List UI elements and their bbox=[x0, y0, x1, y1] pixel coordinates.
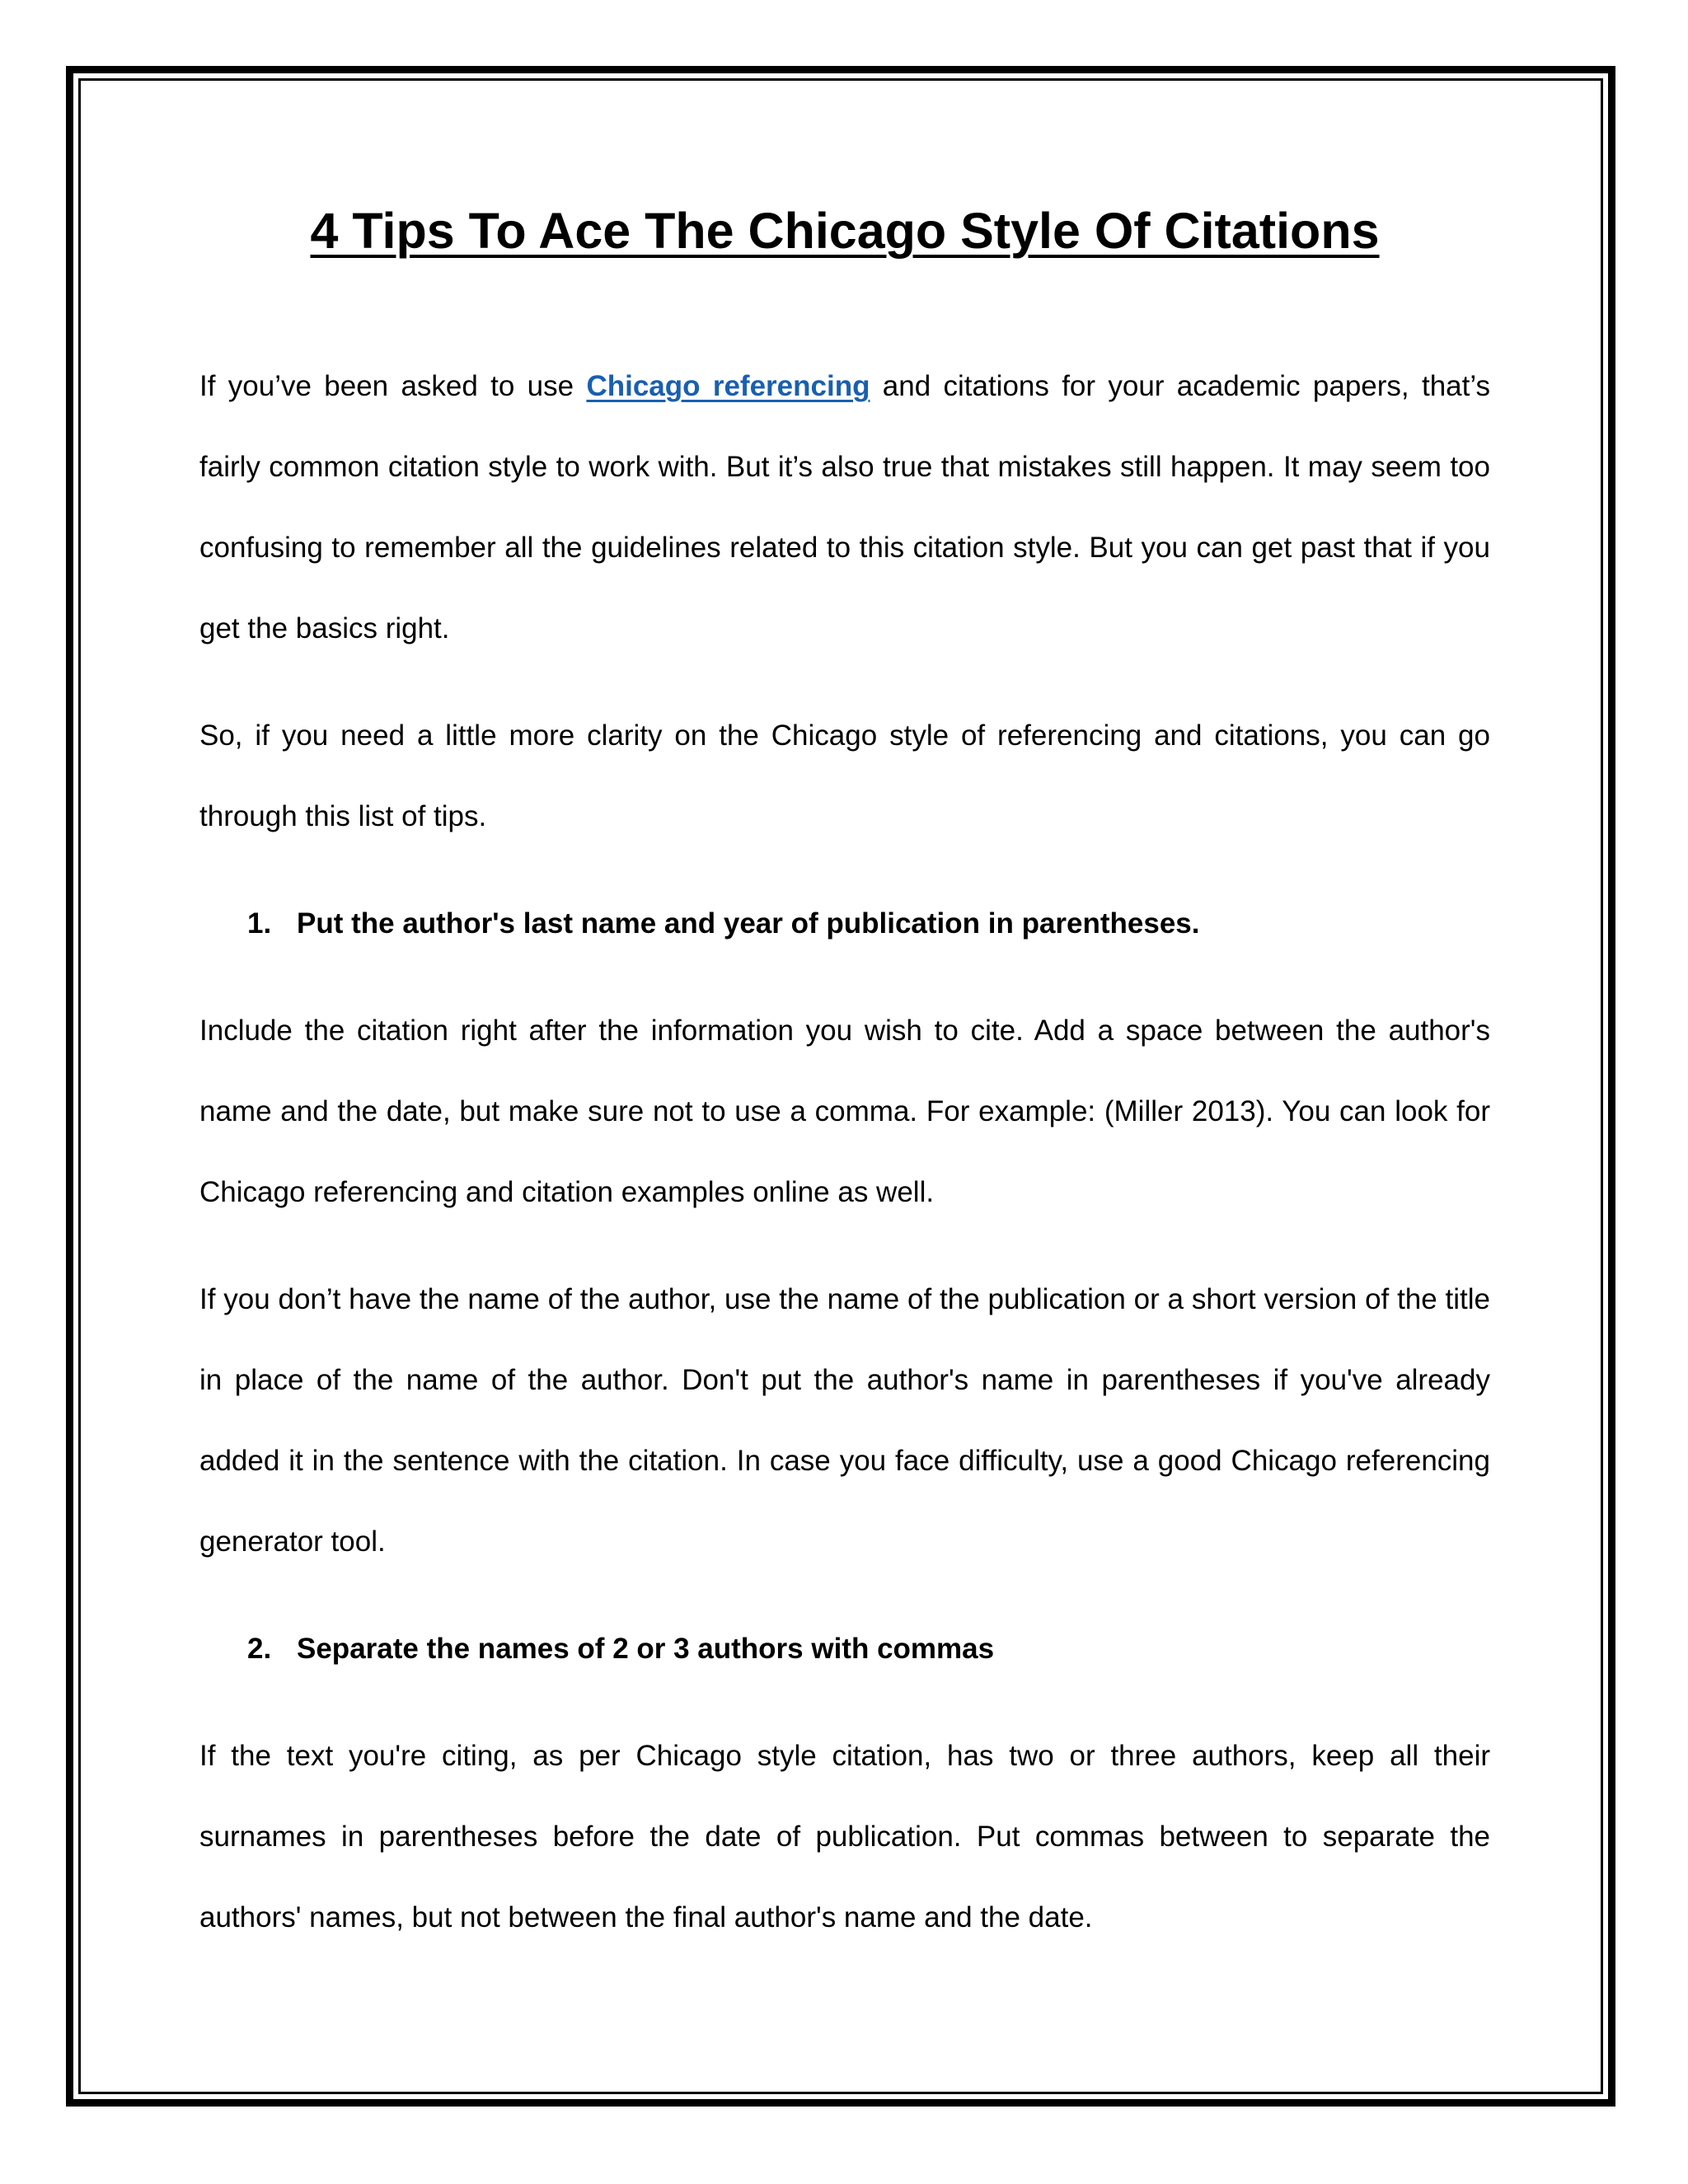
tip-2-number: 2. bbox=[247, 1633, 272, 1665]
intro-paragraph-2: So, if you need a little more clarity on the Chicago style of referencing and citations, you can go through this list of tips. bbox=[199, 719, 1490, 832]
document-content bbox=[199, 185, 1490, 1958]
tip-1-paragraph-1: Include the citation right after the information you wish to cite. Add a space between the author's name and the date, but make sure not to use a comma. For example: (Miller 2013). You can look for Chicago referencing and citation examples online as well. bbox=[199, 1015, 1490, 1208]
tip-1-number: 1. bbox=[247, 907, 272, 940]
tip-2-paragraph-1: If the text you're citing, as per Chicago style citation, has two or three authors, keep all their surnames in parentheses before the date of publication. Put commas between to separate the authors' names, but not between the final author's name and the date. bbox=[199, 1740, 1490, 1933]
tip-2-heading-text: Separate the names of 2 or 3 authors with commas bbox=[297, 1633, 995, 1665]
document-title: 4 Tips To Ace The Chicago Style Of Citations bbox=[310, 203, 1380, 259]
intro-prefix: If you’ve been asked to use bbox=[199, 370, 587, 402]
intro-paragraph bbox=[199, 346, 1490, 669]
chicago-referencing-link[interactable]: Chicago referencing bbox=[586, 370, 870, 402]
tip-1-paragraph-2: If you don’t have the name of the author, use the name of the publication or a short version of the title in place of the name of the author. Don't put the author's name in parentheses if you've already added it in the sentence with the citation. In case you face difficulty, use a good Chicago referencing generator tool. bbox=[199, 1283, 1490, 1558]
tip-2-heading bbox=[199, 1609, 1490, 1690]
intro-suffix: and citations for your academic papers, that’s fairly common citation style to work with. But it’s also true that mistakes still happen. It may seem too confusing to remember all the guidelines related to this citation style. But you can get past that if you get the basics right. bbox=[199, 370, 1490, 644]
tip-1-heading bbox=[199, 883, 1490, 964]
tip-1-heading-text: Put the author's last name and year of publication in parentheses. bbox=[297, 907, 1200, 940]
